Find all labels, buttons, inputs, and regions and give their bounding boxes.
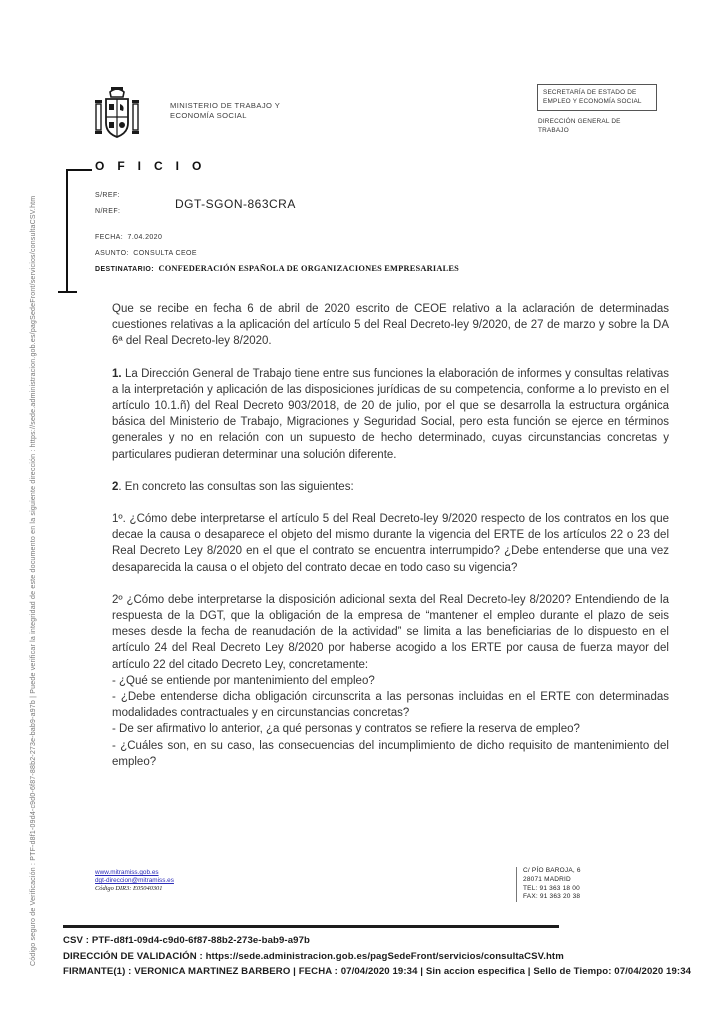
body-question-1: 1º. ¿Cómo debe interpretarse el artículo 5 del Real Decreto-ley 9/2020 respecto de los contratos en los que decae la causa o desaparece el objeto del mismo durante la vigencia del ERTE de los artículos 22 o 23 del Real Decreto Ley 8/2020 en el que el contrato se encuentra interrumpido? ¿Debe entenderse que una vez desaparecida la causa o el objeto del contrato decae en todo caso su vigencia? [112, 513, 669, 574]
csv-code: CSV : PTF-d8f1-09d4-c9d0-6f87-88b2-273e-bab9-a97b [63, 935, 310, 946]
secretaria-line-2: EMPLEO Y ECONOMÍA SOCIAL [543, 97, 642, 105]
direccion-line-1: DIRECCIÓN GENERAL DE [538, 118, 621, 125]
secretaria-estado-box [537, 84, 657, 111]
paragraph-2-number: 1. [112, 367, 122, 380]
footer-address-block [516, 867, 581, 902]
fecha-label: FECHA: [95, 234, 124, 241]
validation-url[interactable]: DIRECCIÓN DE VALIDACIÓN : https://sede.administracion.gob.es/pagSedeFront/servicios/consultaCSV.htm [63, 950, 564, 962]
question-2-bullet-4: - ¿Cuáles son, en su caso, las consecuencias del incumplimiento de dicho requisito de mantenimiento del empleo? [112, 739, 669, 768]
field-niref [95, 197, 296, 218]
signer-info: FIRMANTE(1) : VERONICA MARTINEZ BARBERO | FECHA : 07/04/2020 19:34 | Sin accion especifica | Sello de Tiempo: 07/04/2020 19:34 [63, 966, 692, 977]
footer-contact-links [95, 869, 174, 893]
paragraph-2-text: La Dirección General de Trabajo tiene entre sus funciones la elaboración de informes y consultas relativas a la interpretación y aplicación de las disposiciones jurídicas de su competencia, conforme a lo previsto en el artículo 10.1.ñ) del Real Decreto 903/2018, de 20 de julio, por el que se desarrolla la estructura orgánica básica del Ministerio de Trabajo, Migraciones y Seguridad Social, pero esta función se ejerce en términos generales y no en relación con un supuesto de hecho determinado, cuyas circunstancias concretas y particulares pudieran determinar una solución diferente. [112, 367, 669, 461]
spain-coat-of-arms-icon [92, 84, 142, 146]
niref-label: N/REF: [95, 208, 121, 215]
website-link[interactable]: www.mitramiss.gob.es [95, 869, 159, 876]
body-paragraph-1: Que se recibe en fecha 6 de abril de 2020 escrito de CEOE relativo a la aclaración de determinadas cuestiones relativas a la aplicación del artículo 5 del Real Decreto-ley 9/2020, de 27 de marzo y sobre la DA 6ª del Real Decreto-ley 8/2020. [112, 303, 669, 348]
field-destinatario [95, 258, 459, 276]
body-paragraph-3 [112, 479, 669, 495]
fecha-value: 7.04.2020 [127, 234, 163, 241]
ministry-name [170, 101, 280, 121]
secretaria-line-1: SECRETARÍA DE ESTADO DE [543, 89, 637, 96]
verification-side-text: Código seguro de Verificación : PTF-d8f1-09d4-c9d0-6f87-88b2-273e-bab9-a97b | Puede verificar la integridad de este documento en la siguiente dirección : https://sede.administracion.gob.es/pagSedeFront/servicios/consultaCSV.htm [30, 195, 37, 966]
question-2-bullet-1: - ¿Qué se entiende por mantenimiento del empleo? [112, 674, 375, 687]
direccion-line-2: TRABAJO [538, 126, 569, 134]
siref-label: S/REF: [95, 192, 120, 199]
question-2-bullet-2: - ¿Debe entenderse dicha obligación circunscrita a las personas incluidas en el ERTE con determinadas modalidades contractuales y en circunstancias concretas? [112, 691, 669, 720]
address-tel: TEL: 91 363 18 00 [523, 884, 580, 892]
direccion-general-label [538, 118, 621, 135]
email-link[interactable]: dgt-direccion@mitramiss.es [95, 877, 174, 884]
destinatario-value: CONFEDERACIÓN ESPAÑOLA DE ORGANIZACIONES EMPRESARIALES [158, 264, 460, 273]
asunto-label: ASUNTO: [95, 250, 129, 257]
niref-value: DGT-SGON-863CRA [175, 197, 296, 211]
letter-body [112, 301, 669, 770]
question-2-bullet-3: - De ser afirmativo lo anterior, ¿a qué personas y contratos se refiere la reserva de empleo? [112, 723, 580, 736]
address-fax: FAX: 91 363 20 38 [523, 893, 581, 901]
destinatario-label: DESTINATARIO: [95, 266, 154, 273]
validation-block [63, 925, 703, 980]
bracket-line-bottom [58, 291, 77, 293]
bracket-line-top [66, 169, 92, 171]
paragraph-3-number: 2 [112, 480, 119, 493]
ministry-line-1: MINISTERIO DE TRABAJO Y [170, 101, 281, 110]
body-question-2 [112, 592, 669, 770]
address-street: C/ PÍO BAROJA, 6 [523, 867, 581, 874]
address-city: 28071 MADRID [523, 875, 571, 883]
dir3-code: Código DIR3: E05040301 [95, 885, 163, 892]
validation-divider [63, 925, 559, 928]
ministry-line-2: ECONOMÍA SOCIAL [170, 111, 247, 120]
asunto-value: CONSULTA CEOE [133, 250, 197, 257]
bracket-line-vertical [66, 169, 68, 293]
question-2-text: 2º ¿Cómo debe interpretarse la disposición adicional sexta del Real Decreto-ley 8/2020? Entendiendo de la respuesta de la DGT, que la obligación de la empresa de “mantener el empleo durante el plazo de seis meses desde la fecha de reanudación de la actividad” se limita a las beneficiarias de lo dispuesto en el artículo 24 del Real Decreto Ley 8/2020 por haberse acogido a los ERTE por causa de fuerza mayor del artículo 22 del citado Decreto Ley, concretamente: [112, 593, 669, 671]
body-paragraph-2 [112, 366, 669, 463]
paragraph-3-text: . En concreto las consultas son las siguientes: [118, 480, 354, 493]
oficio-title: OFICIO [95, 159, 215, 173]
